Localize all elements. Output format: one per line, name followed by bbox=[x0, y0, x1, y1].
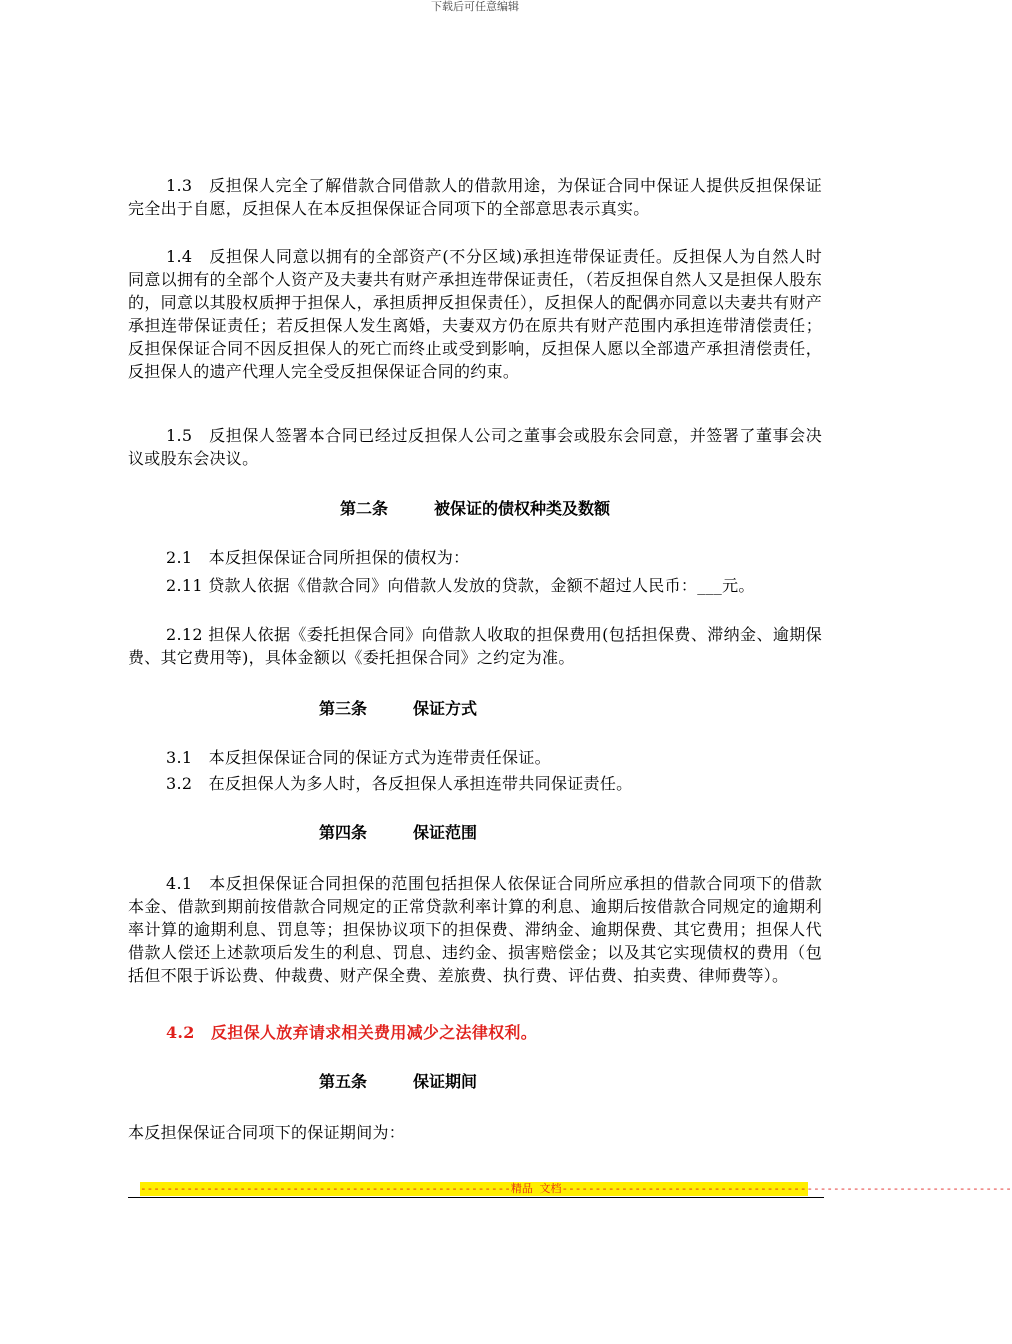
article-2-number: 第二条 bbox=[340, 499, 389, 518]
article-3-title: 保证方式 bbox=[413, 699, 478, 718]
article-5-number: 第五条 bbox=[319, 1072, 368, 1091]
clause-1-3: 1.3 反担保人完全了解借款合同借款人的借款用途，为保证合同中保证人提供反担保保证完全出于自愿，反担保人在本反担保保证合同项下的全部意思表示真实。 bbox=[128, 176, 822, 218]
header-note: 下载后可任意编辑 bbox=[431, 0, 519, 13]
clause-1-4: 1.4 反担保人同意以拥有的全部资产(不分区域)承担连带保证责任。反担保人为自然人时同意以拥有的全部个人资产及夫妻共有财产承担连带保证责任，（若反担保自然人又是担保人股东的，同意以其股权质押于担保人，承担质押反担保责任），反担保人的配偶亦同意以夫妻共有财产承担连带保证责任；若反担保人发生离婚，夫妻双方仍在原共有财产范围内承担连带清偿责任；反担保保证合同不因反担保人的死亡而终止或受到影响，反担保人愿以全部遗产承担清偿责任，反担保人的遗产代理人完全受反担保保证合同的约束。 bbox=[128, 247, 822, 381]
article-4-heading bbox=[319, 822, 477, 844]
clause-3-1: 3.1 本反担保保证合同的保证方式为连带责任保证。 bbox=[166, 748, 551, 767]
clause-2-12: 2.12 担保人依据《委托担保合同》向借款人收取的担保费用(包括担保费、滞纳金、逾期保费、其它费用等)，具体金额以《委托担保合同》之约定为准。 bbox=[128, 625, 822, 667]
clause-4-1: 4.1 本反担保保证合同担保的范围包括担保人依保证合同所应承担的借款合同项下的借款本金、借款到期前按借款合同规定的正常贷款利率计算的利息、逾期后按借款合同规定的逾期利率计算的逾期利息、罚息等；担保协议项下的担保费、滞纳金、逾期保费、其它费用；担保人代借款人偿还上述款项后发生的利息、罚息、违约金、损害赔偿金；以及其它实现债权的费用（包括但不限于诉讼费、仲裁费、财产保全费、差旅费、执行费、评估费、拍卖费、律师费等）。 bbox=[128, 874, 822, 985]
article-3-number: 第三条 bbox=[319, 699, 368, 718]
clause-2-11: 2.11 贷款人依据《借款合同》向借款人发放的贷款，金额不超过人民币：___元。 bbox=[166, 576, 755, 595]
article-2-title: 被保证的债权种类及数额 bbox=[434, 499, 611, 518]
clause-2-1: 2.1 本反担保保证合同所担保的债权为： bbox=[166, 548, 470, 567]
article-5-title: 保证期间 bbox=[413, 1072, 478, 1091]
article-2-heading bbox=[340, 498, 610, 520]
clause-3-2: 3.2 在反担保人为多人时，各反担保人承担连带共同保证责任。 bbox=[166, 774, 633, 793]
clause-4-2: 4.2 反担保人放弃请求相关费用减少之法律权利。 bbox=[166, 1023, 538, 1042]
clause-1-5: 1.5 反担保人签署本合同已经过反担保人公司之董事会或股东会同意，并签署了董事会决议或股东会决议。 bbox=[128, 426, 822, 468]
guarantee-period-text: 本反担保保证合同项下的保证期间为： bbox=[128, 1123, 406, 1142]
footer-watermark-band: --------------------------------------------------------精品 文档-------------------------------------------------------------------- bbox=[140, 1182, 1012, 1195]
article-3-heading bbox=[319, 698, 477, 720]
footer-rule bbox=[128, 1197, 824, 1198]
article-5-heading bbox=[319, 1071, 477, 1093]
article-4-number: 第四条 bbox=[319, 823, 368, 842]
article-4-title: 保证范围 bbox=[413, 823, 478, 842]
